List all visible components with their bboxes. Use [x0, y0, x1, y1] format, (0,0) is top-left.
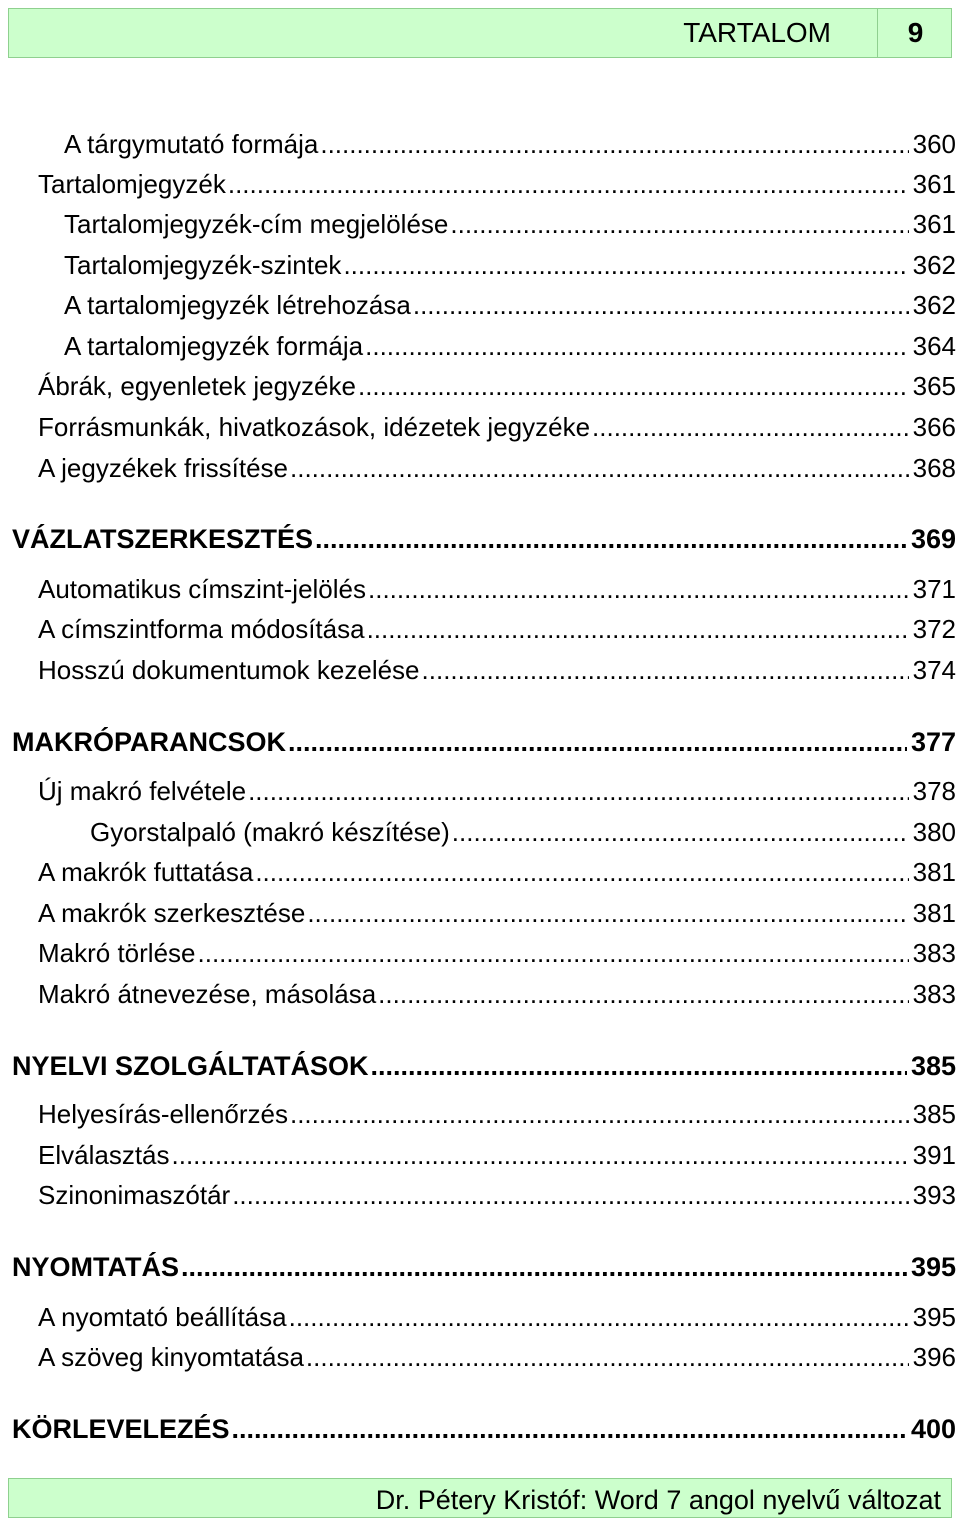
toc-entry: [38, 977, 956, 1011]
leader-dots: [288, 725, 907, 759]
toc-entry: [64, 248, 956, 282]
toc-entry: [38, 1178, 956, 1212]
toc-entry-title: Automatikus címszint-jelölés: [38, 574, 366, 604]
header-page-number: 9: [907, 17, 924, 48]
toc-entry-title: Forrásmunkák, hivatkozások, idézetek jegyzéke: [38, 412, 591, 442]
toc-entry: [38, 653, 956, 687]
leader-dots: [228, 167, 909, 201]
leader-dots: [289, 1300, 909, 1334]
leader-dots: [367, 612, 909, 646]
toc-entry-page: 361: [912, 169, 956, 199]
leader-dots: [232, 1178, 908, 1212]
toc-entry-title: Helyesírás-ellenőrzés: [38, 1099, 288, 1129]
leader-dots: [413, 288, 909, 322]
leader-dots: [315, 522, 907, 556]
toc-entry-page: 362: [912, 250, 956, 280]
leader-dots: [343, 248, 908, 282]
toc-entry-title: VÁZLATSZERKESZTÉS: [12, 524, 314, 554]
leader-dots: [172, 1138, 909, 1172]
leader-dots: [365, 329, 908, 363]
toc-entry-page: 364: [912, 331, 956, 361]
toc-entry-title: A szöveg kinyomtatása: [38, 1342, 304, 1372]
toc-section-heading: [12, 1250, 956, 1284]
leader-dots: [248, 774, 909, 808]
toc-entry-title: A makrók futtatása: [38, 857, 254, 887]
leader-dots: [198, 936, 909, 970]
toc-entry-page: 393: [912, 1180, 956, 1210]
toc-entry-title: A makrók szerkesztése: [38, 898, 306, 928]
page-header: [8, 8, 952, 58]
leader-dots: [181, 1250, 907, 1284]
toc-entry-page: 385: [912, 1099, 956, 1129]
toc-entry: [38, 451, 956, 485]
toc-entry: [38, 936, 956, 970]
toc-entry-page: 395: [912, 1302, 956, 1332]
toc-entry-title: Makró törlése: [38, 938, 196, 968]
toc-entry-title: Hosszú dokumentumok kezelése: [38, 655, 420, 685]
toc-entry-title: A tartalomjegyzék formája: [64, 331, 364, 361]
toc-entry: [38, 1138, 956, 1172]
leader-dots: [450, 207, 908, 241]
toc-entry-page: 361: [912, 209, 956, 239]
toc-entry: [90, 815, 956, 849]
toc-entry-page: 400: [910, 1414, 956, 1444]
page-footer: [8, 1478, 952, 1518]
toc-entry-title: A tárgymutató formája: [64, 129, 319, 159]
toc-entry-title: A jegyzékek frissítése: [38, 453, 288, 483]
toc-entry: [38, 896, 956, 930]
toc-entry-page: 385: [910, 1051, 956, 1081]
toc-entry: [38, 612, 956, 646]
toc-entry: [64, 127, 956, 161]
toc-entry-page: 383: [912, 979, 956, 1009]
toc-entry-title: Makró átnevezése, másolása: [38, 979, 377, 1009]
toc-entry: [38, 855, 956, 889]
toc-entry-title: NYELVI SZOLGÁLTATÁSOK: [12, 1051, 369, 1081]
toc-entry-title: Új makró felvétele: [38, 776, 247, 806]
toc-entry-page: 362: [912, 290, 956, 320]
toc-entry-page: 365: [912, 371, 956, 401]
toc-entry-title: KÖRLEVELEZÉS: [12, 1414, 230, 1444]
toc-entry-page: 391: [912, 1140, 956, 1170]
toc-entry-title: MAKRÓPARANCSOK: [12, 727, 286, 757]
leader-dots: [592, 410, 909, 444]
toc-entry-title: A tartalomjegyzék létrehozása: [64, 290, 411, 320]
toc-entry-page: 372: [912, 614, 956, 644]
leader-dots: [358, 369, 909, 403]
header-title: TARTALOM: [683, 17, 831, 48]
toc-entry-page: 371: [912, 574, 956, 604]
toc-entry-page: 383: [912, 938, 956, 968]
toc-entry: [38, 167, 956, 201]
leader-dots: [452, 815, 909, 849]
toc-entry-page: 380: [912, 817, 956, 847]
toc-entry-title: NYOMTATÁS: [12, 1252, 179, 1282]
toc-entry-title: Elválasztás: [38, 1140, 170, 1170]
toc-entry: [38, 774, 956, 808]
toc-entry-page: 360: [912, 129, 956, 159]
toc-entry-page: 366: [912, 412, 956, 442]
toc-entry: [38, 1097, 956, 1131]
leader-dots: [306, 1340, 909, 1374]
toc-entry: [38, 410, 956, 444]
toc-entry: [38, 1340, 956, 1374]
toc-entry-page: 377: [910, 727, 956, 757]
toc-entry-page: 369: [910, 524, 956, 554]
toc-entry-title: A nyomtató beállítása: [38, 1302, 287, 1332]
toc-section-heading: [12, 1049, 956, 1083]
toc-section-heading: [12, 522, 956, 556]
toc-entry-title: Gyorstalpaló (makró készítése): [90, 817, 450, 847]
footer-text: Dr. Pétery Kristóf: Word 7 angol nyelvű változat: [375, 1485, 941, 1515]
leader-dots: [290, 451, 909, 485]
toc-entry: [38, 1300, 956, 1334]
toc-entry-title: Tartalomjegyzék-szintek: [64, 250, 342, 280]
leader-dots: [378, 977, 908, 1011]
toc-entry-page: 378: [912, 776, 956, 806]
toc-entry-page: 374: [912, 655, 956, 685]
toc-entry-title: Szinonimaszótár: [38, 1180, 231, 1210]
leader-dots: [370, 1049, 906, 1083]
toc-entry-page: 381: [912, 857, 956, 887]
leader-dots: [307, 896, 908, 930]
leader-dots: [255, 855, 908, 889]
toc-entry: [64, 288, 956, 322]
toc-entry: [38, 572, 956, 606]
leader-dots: [320, 127, 908, 161]
toc-entry: [64, 207, 956, 241]
leader-dots: [422, 653, 909, 687]
toc-entry-page: 368: [912, 453, 956, 483]
toc-entry-title: Tartalomjegyzék: [38, 169, 226, 199]
leader-dots: [368, 572, 909, 606]
toc-section-heading: [12, 1412, 956, 1446]
toc-entry: [64, 329, 956, 363]
leader-dots: [232, 1412, 907, 1446]
toc-entry-page: 381: [912, 898, 956, 928]
toc-entry-page: 395: [910, 1252, 956, 1282]
toc-entry-title: A címszintforma módosítása: [38, 614, 365, 644]
toc-entry: [38, 369, 956, 403]
toc-section-heading: [12, 725, 956, 759]
toc-entry-title: Tartalomjegyzék-cím megjelölése: [64, 209, 449, 239]
toc-entry-page: 396: [912, 1342, 956, 1372]
leader-dots: [290, 1097, 909, 1131]
toc-entry-title: Ábrák, egyenletek jegyzéke: [38, 371, 356, 401]
